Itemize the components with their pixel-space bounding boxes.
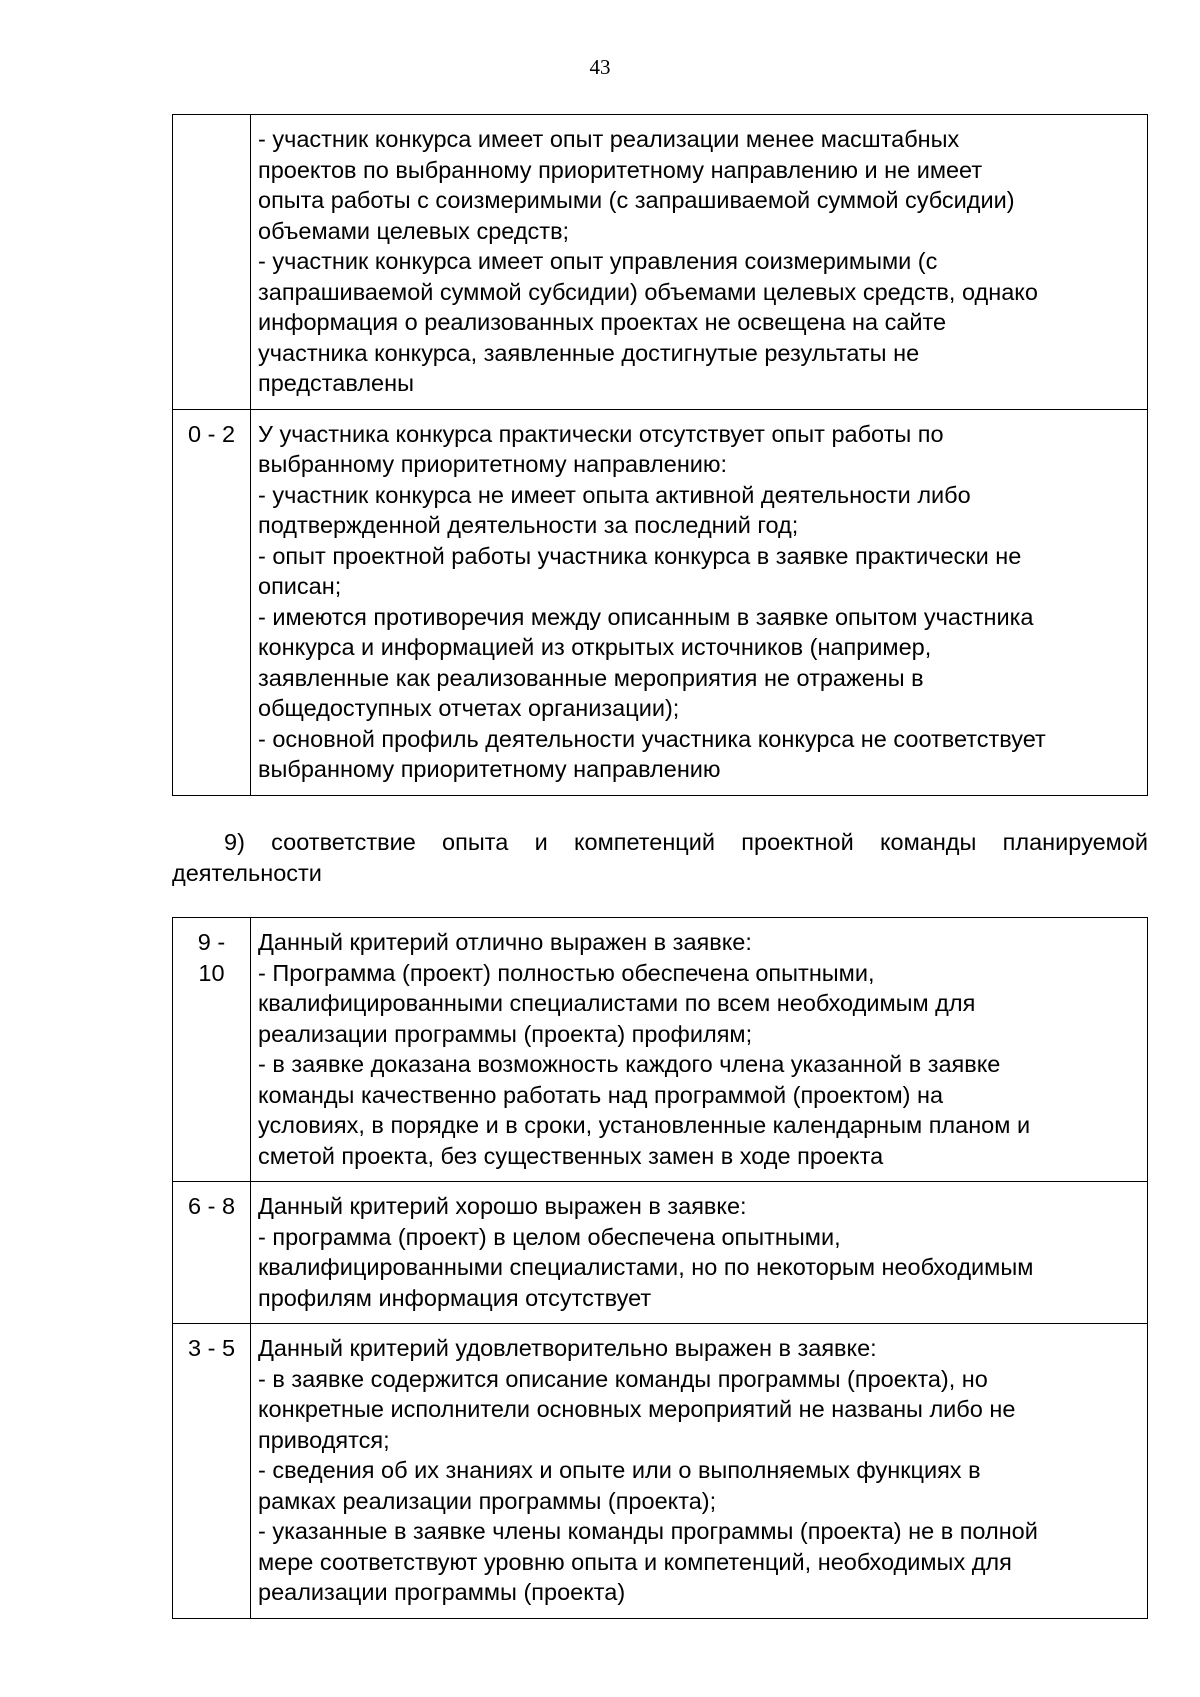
text-line: - участник конкурса имеет опыт управления соизмеримыми (с [258,248,938,274]
text-line: конкурса и информацией из открытых источников (например, [258,634,932,660]
text-line: реализации программы (проекта) профилям; [258,1020,753,1047]
text-line: общедоступных отчетах организации); [258,695,680,721]
score-cell: 0 - 2 [173,409,251,795]
description-cell [251,1324,1148,1619]
text-line: рамках реализации программы (проекта); [258,1487,717,1514]
text-line: конкретные исполнители основных мероприятий не названы либо не [258,1396,1016,1422]
text-line: - опыт проектной работы участника конкурса в заявке практически не [258,542,1022,569]
text-line: - в заявке содержится описание команды программы (проекта), но [258,1365,988,1392]
text-line: сметой проекта, без существенных замен в ходе проекта [258,1142,884,1169]
table-row [173,115,1148,410]
text-line: - участник конкурса не имеет опыта активной деятельности либо [258,481,971,508]
page-number: 43 [589,55,611,79]
score-line: 3 - 5 [187,1335,236,1361]
text-line: подтвержденной деятельности за последний год; [258,512,799,538]
text-line: объемами целевых средств; [258,217,570,244]
text-line: - Программа (проект) полностью обеспечена опытными, [258,959,875,986]
text-line: Данный критерий удовлетворительно выражен в заявке: [258,1335,877,1361]
text-line: - сведения об их знаниях и опыте или о выполняемых функциях в [258,1457,981,1483]
text-line: - программа (проект) в целом обеспечена опытными, [258,1223,841,1250]
score-cell [173,115,251,410]
text-line: опыта работы с соизмеримыми (с запрашиваемой суммой субсидии) [258,187,1015,213]
text-line: У участника конкурса практически отсутствует опыт работы по [258,420,944,447]
description-cell [251,1182,1148,1324]
text-line: квалифицированными специалистами по всем необходимым для [258,990,976,1016]
text-line: запрашиваемой суммой субсидии) объемами целевых средств, однако [258,278,1038,305]
score-line: 10 [198,959,225,986]
score-line: 9 - [197,929,226,955]
text-line: Данный критерий хорошо выражен в заявке: [258,1193,747,1219]
criteria-table-9 [172,917,1148,1619]
section-heading [172,827,1148,888]
criteria-table-8 [172,114,1148,796]
text-line: выбранному приоритетному направлению [258,756,721,782]
table-row [173,1182,1148,1324]
text-line: квалифицированными специалистами, но по некоторым необходимым [258,1254,1034,1280]
section-heading-line: 9) соответствие опыта и компетенций проектной команды планируемой [224,829,1148,855]
text-line: - в заявке доказана возможность каждого члена указанной в заявке [258,1051,1001,1077]
description-cell [251,409,1148,795]
text-line: представлены [258,370,414,396]
text-line: приводятся; [258,1426,390,1453]
text-line: команды качественно работать над программой (проектом) на [258,1081,944,1108]
text-line: - участник конкурса имеет опыт реализации менее масштабных [258,126,960,152]
description-cell [251,115,1148,410]
table-row [173,918,1148,1182]
section-heading-line: деятельности [172,859,322,886]
text-line: проектов по выбранному приоритетному направлению и не имеет [258,156,983,183]
text-line: условиях, в порядке и в сроки, установленные календарным планом и [258,1112,1031,1138]
score-line: 6 - 8 [187,1193,236,1219]
text-line: участника конкурса, заявленные достигнутые результаты не [258,339,920,366]
table-row [173,409,1148,795]
text-line: Данный критерий отлично выражен в заявке: [258,929,752,955]
score-cell [173,1324,251,1619]
text-line: информация о реализованных проектах не освещена на сайте [258,309,947,335]
text-line: выбранному приоритетному направлению: [258,451,728,477]
table-row [173,1324,1148,1619]
text-line: реализации программы (проекта) [258,1579,626,1605]
text-line: - указанные в заявке члены команды программы (проекта) не в полной [258,1518,1038,1544]
text-line: профилям информация отсутствует [258,1284,652,1311]
score-cell [173,918,251,1182]
text-line: - основной профиль деятельности участника конкурса не соответствует [258,725,1046,752]
description-cell [251,918,1148,1182]
score-cell [173,1182,251,1324]
text-line: описан; [258,573,342,599]
text-line: - имеются противоречия между описанным в заявке опытом участника [258,603,1034,630]
text-line: заявленные как реализованные мероприятия не отражены в [258,664,924,691]
text-line: мере соответствуют уровню опыта и компетенций, необходимых для [258,1548,1012,1575]
